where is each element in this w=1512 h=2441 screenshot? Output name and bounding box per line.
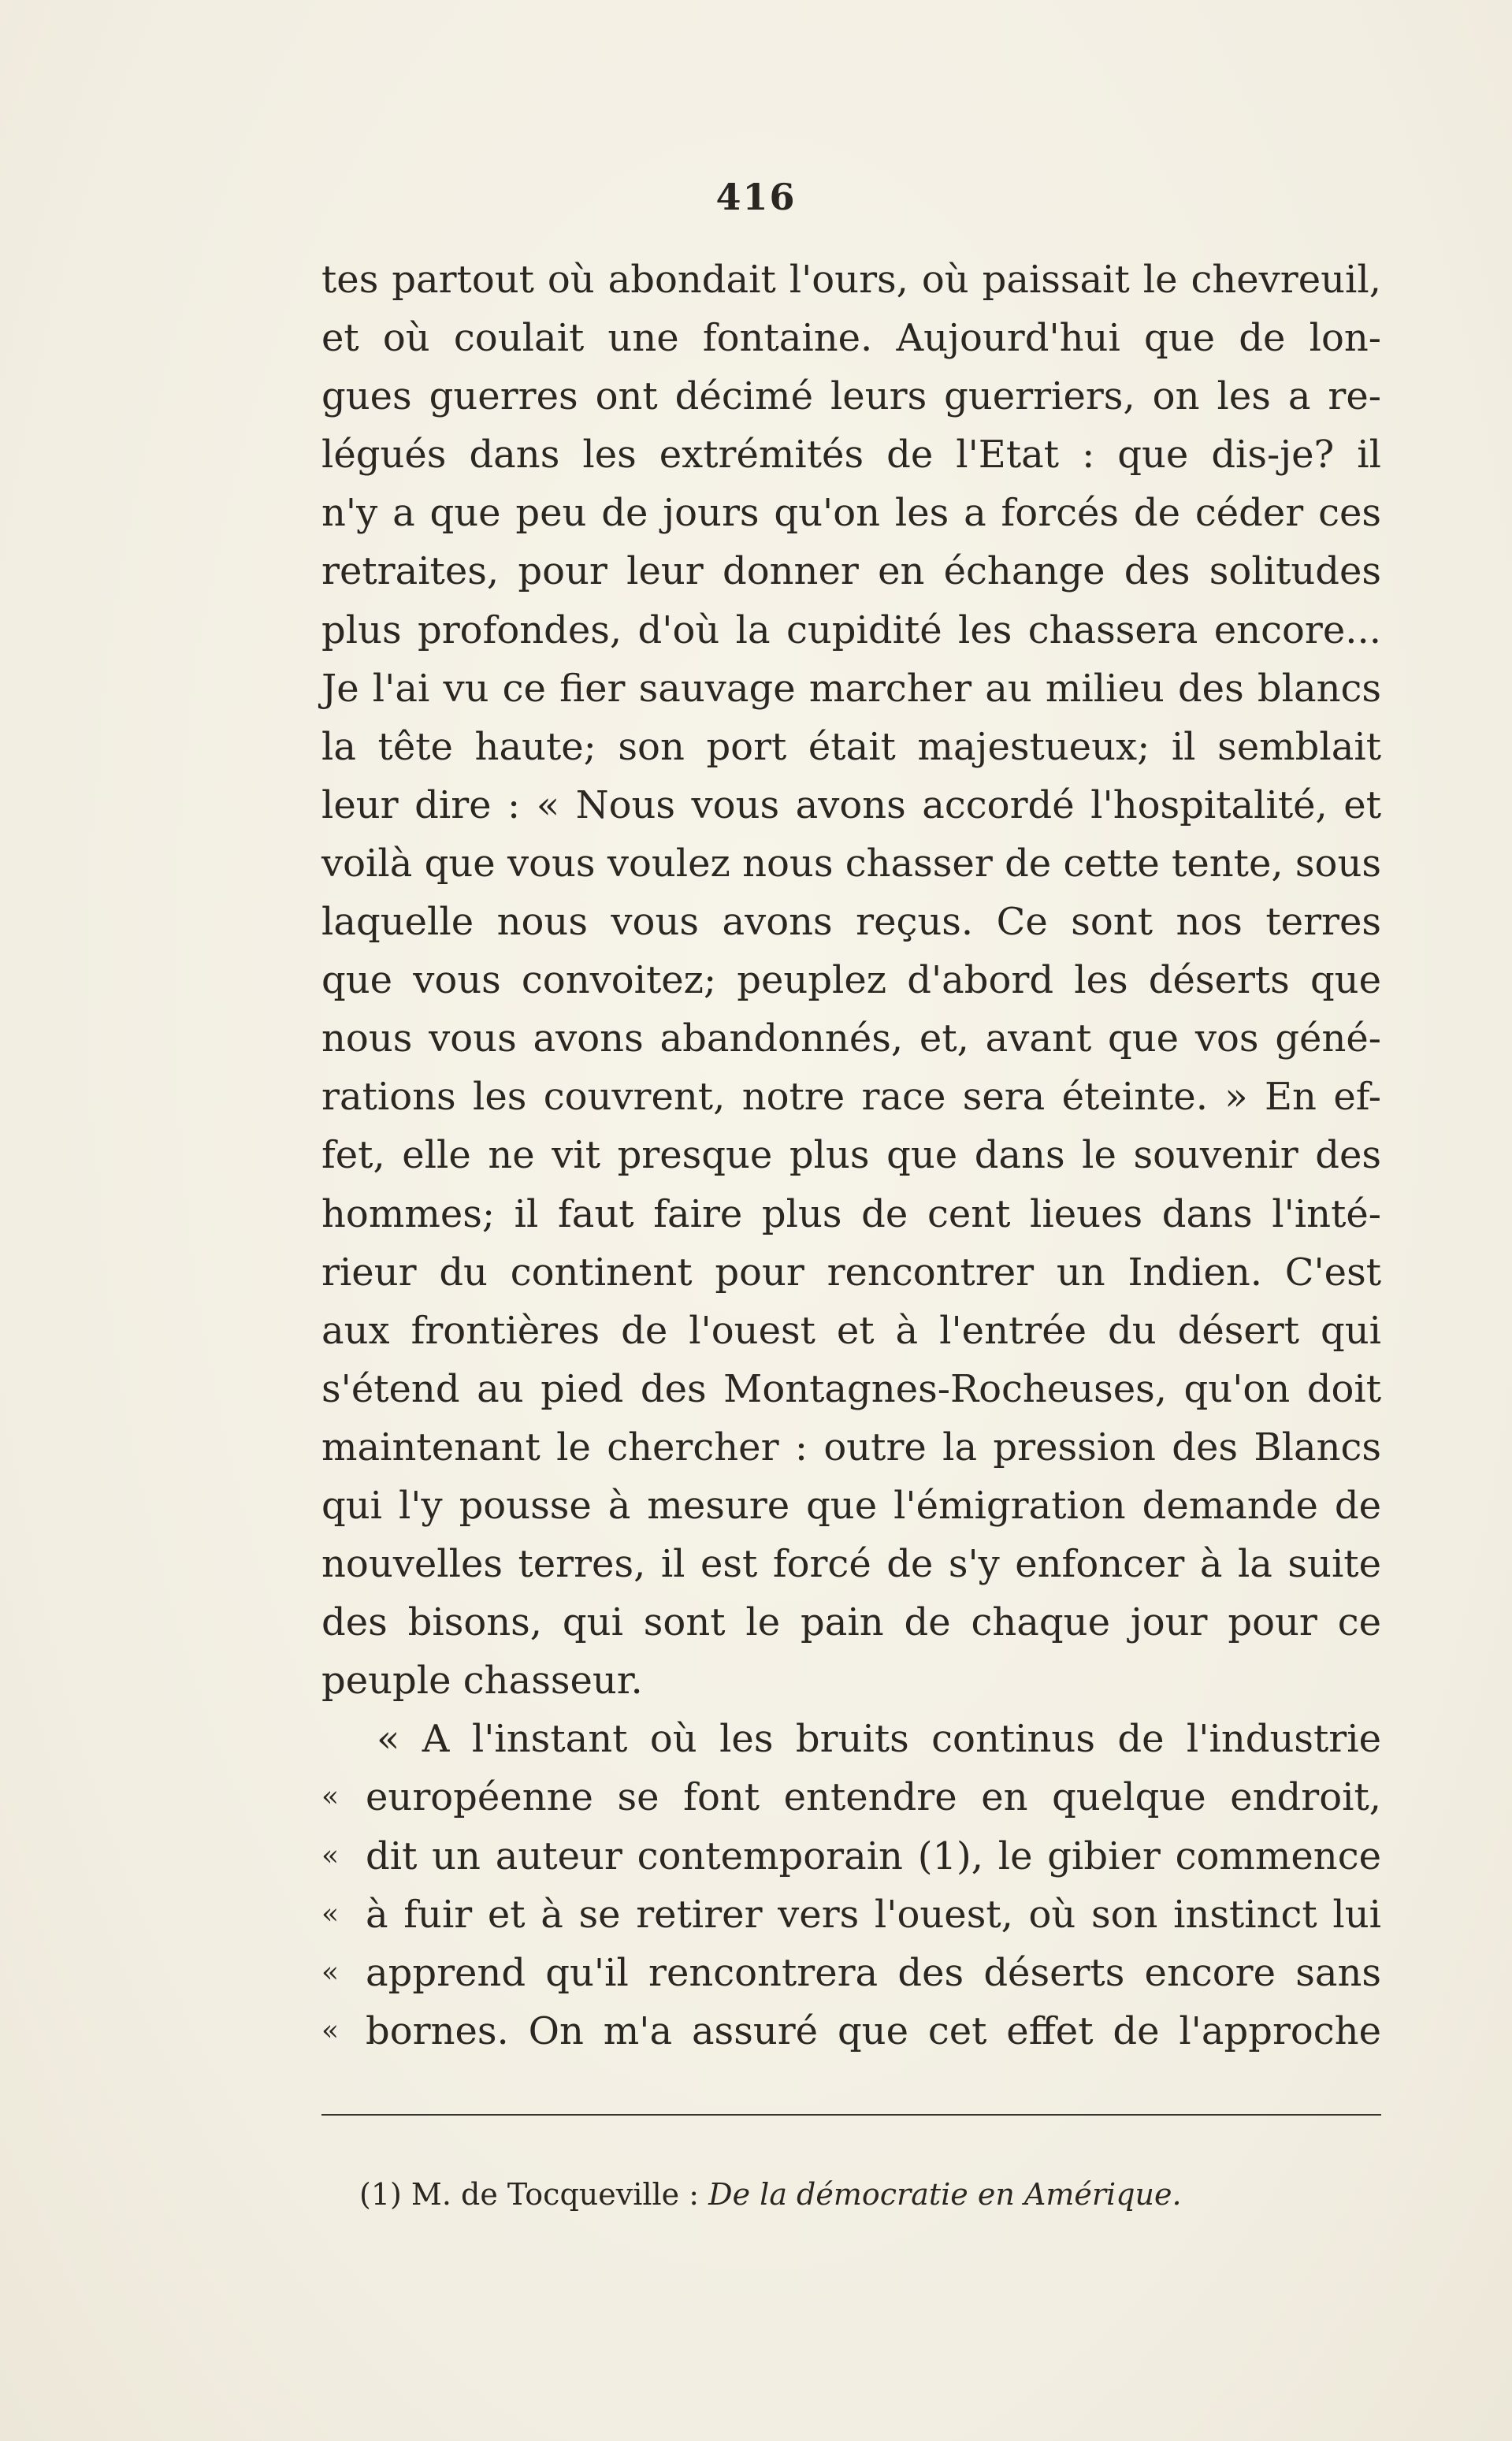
quote-mark: « [321,2014,340,2047]
text-line: voilà que vous voulez nous chasser de cette tente, sous [321,841,1381,886]
text-line: légués dans les extrémités de l'Etat : que dis-je? il [321,433,1381,477]
quote-line-text: dit un auteur contemporain (1), le gibier commence [366,1834,1381,1878]
quote-mark: « [321,1839,340,1872]
quote-line-text: européenne se font entendre en quelque endroit, [366,1775,1381,1820]
text-line: nouvelles terres, il est forcé de s'y enfoncer à la suite [321,1542,1381,1587]
footnote-author: M. de Tocqueville : [411,2177,700,2212]
text-line: rations les couvrent, notre race sera éteinte. » En ef- [321,1075,1381,1120]
quote-line-text: apprend qu'il rencontrera des déserts encore sans [366,1950,1381,1995]
text-line: s'étend au pied des Montagnes-Rocheuses, qu'on doit [321,1366,1381,1411]
text-line: peuple chasseur. [321,1659,643,1703]
text-line: que vous convoitez; peuplez d'abord les déserts que [321,958,1381,1003]
text-line: qui l'y pousse à mesure que l'émigration demande de [321,1483,1381,1528]
quote-line [321,1827,1381,1886]
text-line: et où coulait une fontaine. Aujourd'hui que de lon- [321,316,1381,361]
quote-line: « A l'instant où les bruits continus de l'industrie [377,1717,1381,1762]
quote-mark: « [321,1956,340,1989]
footnote-divider [321,2114,1381,2116]
text-line: fet, elle ne vit presque plus que dans le souvenir des [321,1133,1381,1178]
text-line: hommes; il faut faire plus de cent lieues dans l'inté- [321,1191,1381,1236]
text-line: rieur du continent pour rencontrer un Indien. C'est [321,1250,1381,1295]
footnote-marker: (1) [359,2177,402,2212]
text-line: des bisons, qui sont le pain de chaque jour pour ce [321,1600,1381,1645]
text-line: maintenant le chercher : outre la pression des Blancs [321,1425,1381,1469]
quote-line [321,2002,1381,2060]
text-line: Je l'ai vu ce fier sauvage marcher au milieu des blancs [321,666,1381,711]
body-text [321,251,1381,2060]
quote-line [321,1944,1381,2002]
text-line: retraites, pour leur donner en échange des solitudes [321,549,1381,594]
footnote [359,2175,1182,2214]
quote-mark: « [321,1781,340,1814]
page-number: 416 [715,176,797,218]
text-line: plus profondes, d'où la cupidité les chassera encore... [321,607,1381,652]
text-line: gues guerres ont décimé leurs guerriers, on les a re- [321,374,1381,419]
quote-line [321,1768,1381,1826]
text-line: n'y a que peu de jours qu'on les a forcés de céder ces [321,491,1381,536]
footnote-title: De la démocratie en Amérique. [708,2177,1182,2212]
quote-line-text: à fuir et à se retirer vers l'ouest, où son instinct lui [366,1892,1381,1937]
text-line: aux frontières de l'ouest et à l'entrée du désert qui [321,1308,1381,1353]
quote-line-text: bornes. On m'a assuré que cet effet de l'approche [366,2008,1381,2053]
text-line: nous vous avons abandonnés, et, avant que vos géné- [321,1016,1381,1061]
text-line: tes partout où abondait l'ours, où paissait le chevreuil, [321,258,1381,302]
text-line: leur dire : « Nous vous avons accordé l'hospitalité, et [321,782,1381,827]
quote-line [321,1886,1381,1944]
text-line: laquelle nous vous avons reçus. Ce sont nos terres [321,900,1381,945]
quote-mark: « [321,1897,340,1930]
text-line: la tête haute; son port était majestueux; il semblait [321,724,1381,769]
